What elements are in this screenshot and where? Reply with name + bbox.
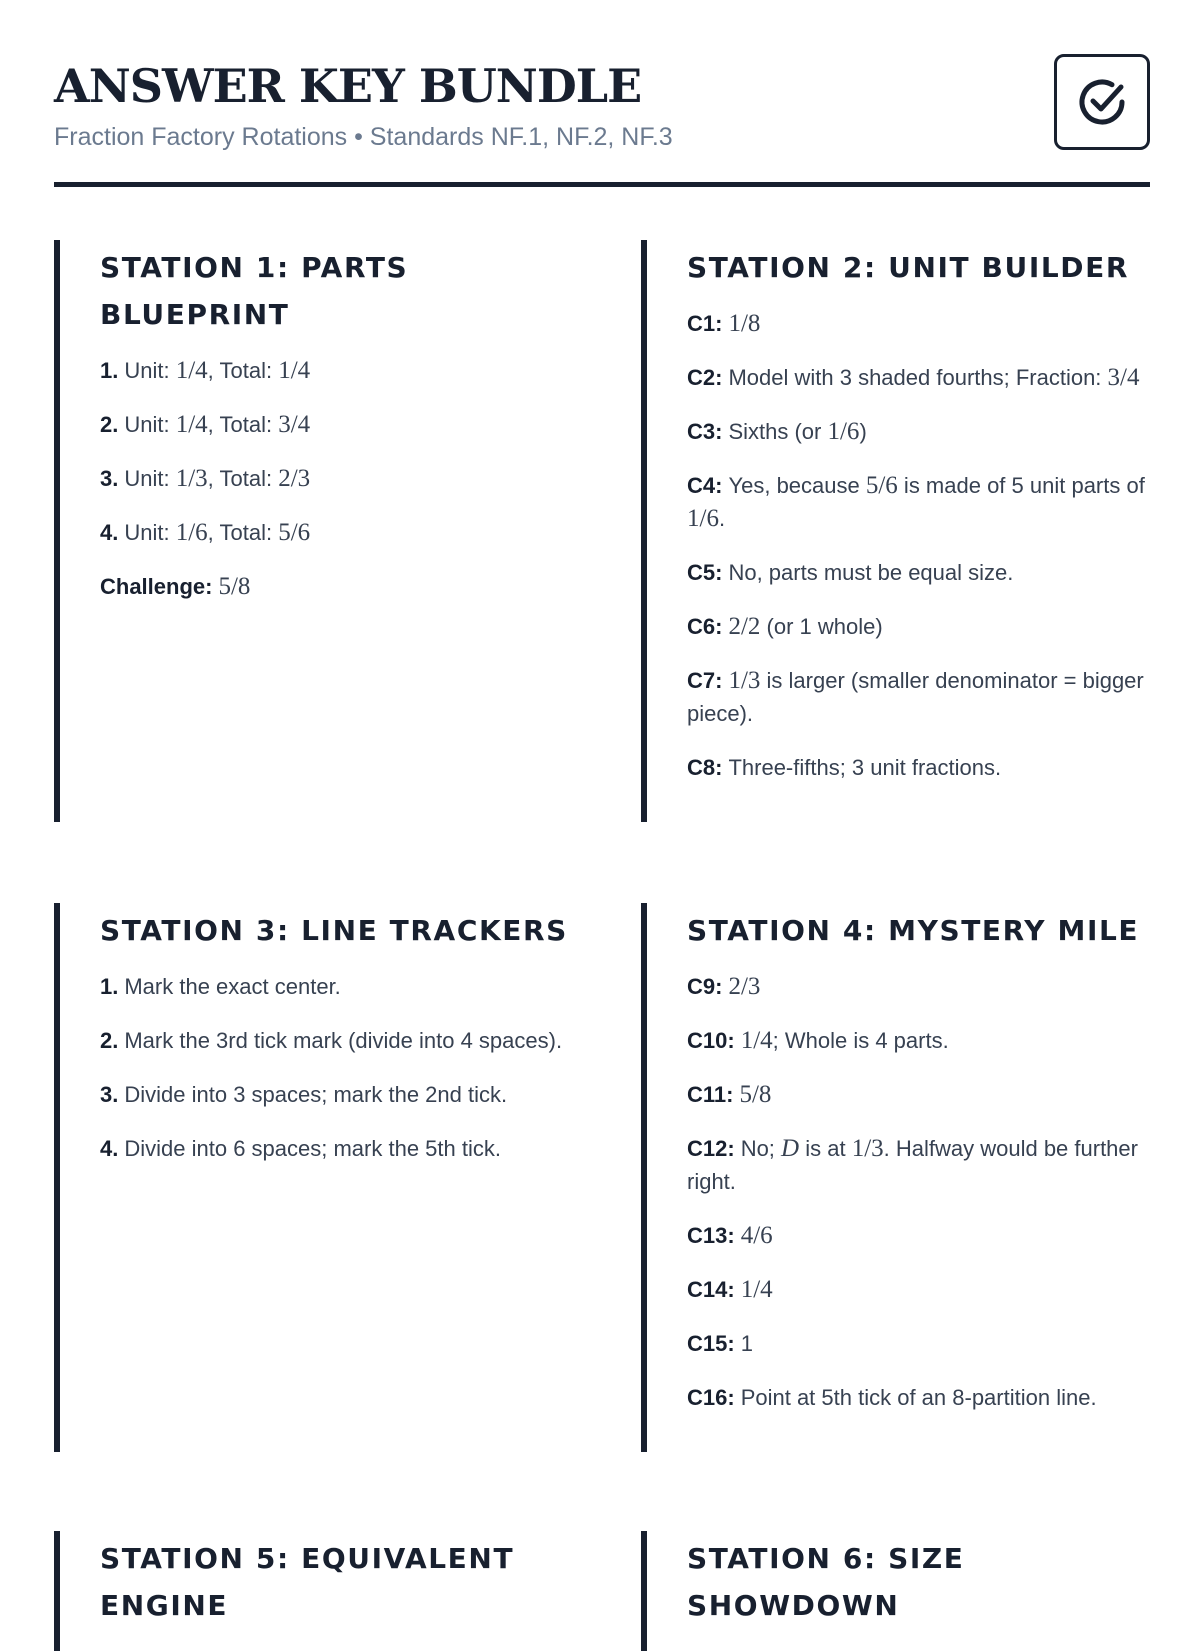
- answer-key-label: 4.: [100, 1136, 119, 1161]
- fraction-value: 1/3: [851, 1135, 884, 1162]
- answer-item: [687, 556, 1171, 589]
- answer-item: [100, 1132, 584, 1165]
- fraction-value: 1/3: [728, 667, 761, 694]
- answer-text: ; Whole is 4 parts.: [772, 1028, 949, 1053]
- answer-key-label: C11:: [687, 1082, 734, 1107]
- answer-key-label: C5:: [687, 560, 723, 585]
- answer-key-label: 3.: [100, 1082, 119, 1107]
- check-circle-icon: [1054, 54, 1150, 150]
- answer-key-label: C8:: [687, 755, 723, 780]
- answer-key-label: C16:: [687, 1385, 735, 1410]
- answer-text: Divide into 3 spaces; mark the 2nd tick.: [124, 1082, 508, 1107]
- fraction-value: 5/8: [739, 1081, 772, 1108]
- station-card: [641, 903, 1171, 1452]
- answer-item: [687, 361, 1171, 394]
- station-title: STATION 3: LINE TRACKERS: [100, 914, 568, 947]
- answer-text: Unit:: [124, 358, 176, 383]
- answer-list: [687, 970, 1171, 1414]
- answer-text: Unit:: [124, 412, 176, 437]
- answer-text: . Halfway would be further right.: [687, 1136, 1138, 1194]
- answer-key-label: 1.: [100, 358, 119, 383]
- answer-key-label: C4:: [687, 473, 723, 498]
- answer-key-label: C12:: [687, 1136, 735, 1161]
- answer-item: [687, 970, 1171, 1003]
- answer-item: [687, 1078, 1171, 1111]
- fraction-value: 1/3: [175, 465, 208, 492]
- fraction-value: 5/6: [865, 472, 898, 499]
- fraction-value: 3/4: [1107, 364, 1140, 391]
- page-title: ANSWER KEY BUNDLE: [54, 59, 642, 113]
- answer-item: [100, 970, 584, 1003]
- answer-list: [100, 970, 584, 1165]
- answer-text: Unit:: [124, 520, 176, 545]
- answer-text: Three-fifths; 3 unit fractions.: [728, 755, 1002, 780]
- answer-key-label: C9:: [687, 974, 723, 999]
- answer-text: No;: [740, 1136, 782, 1161]
- answer-text: Divide into 6 spaces; mark the 5th tick.: [124, 1136, 501, 1161]
- page-header: [54, 58, 1150, 186]
- station-card: [54, 240, 584, 822]
- fraction-value: 1/4: [175, 411, 208, 438]
- fraction-value: 1/6: [175, 519, 208, 546]
- answer-text: Mark the 3rd tick mark (divide into 4 spaces).: [124, 1028, 563, 1053]
- answer-item: [100, 1078, 584, 1111]
- answer-item: [100, 462, 584, 495]
- answer-text: Yes, because: [728, 473, 866, 498]
- answer-key-label: C2:: [687, 365, 723, 390]
- answer-key-label: 1.: [100, 974, 119, 999]
- answer-text: (or 1 whole): [760, 614, 883, 639]
- fraction-value: 1/8: [728, 310, 761, 337]
- answer-key-label: 3.: [100, 466, 119, 491]
- answer-item: [687, 1273, 1171, 1306]
- fraction-value: 1/4: [278, 357, 311, 384]
- answer-text: No, parts must be equal size.: [728, 560, 1014, 585]
- fraction-value: 3/4: [278, 411, 311, 438]
- fraction-value: 1/4: [175, 357, 208, 384]
- answer-text: Model with 3 shaded fourths; Fraction:: [728, 365, 1108, 390]
- answer-key-label: C3:: [687, 419, 723, 444]
- answer-item: [687, 1327, 1171, 1360]
- answer-key-label: C6:: [687, 614, 723, 639]
- answer-item: [100, 570, 584, 603]
- answer-key-label: C7:: [687, 668, 723, 693]
- answer-key-label: Challenge:: [100, 574, 213, 599]
- math-variable: D: [781, 1135, 800, 1162]
- station-title: STATION 6: SIZE SHOWDOWN: [687, 1542, 965, 1622]
- fraction-value: 2/3: [278, 465, 311, 492]
- fraction-value: 2/2: [728, 613, 761, 640]
- answer-text: 1: [740, 1331, 753, 1356]
- fraction-value: 1/6: [827, 418, 860, 445]
- answer-text: , Total:: [207, 358, 279, 383]
- answer-item: [687, 751, 1171, 784]
- fraction-value: 5/8: [218, 573, 251, 600]
- fraction-value: 1/4: [740, 1276, 773, 1303]
- answer-key-label: C10:: [687, 1028, 735, 1053]
- answer-item: [687, 1219, 1171, 1252]
- fraction-value: 4/6: [740, 1222, 773, 1249]
- fraction-value: 1/4: [740, 1027, 773, 1054]
- answer-item: [687, 307, 1171, 340]
- answer-text: is at: [799, 1136, 852, 1161]
- answer-text: , Total:: [207, 466, 279, 491]
- answer-text: ): [859, 419, 867, 444]
- station-title: STATION 1: PARTS BLUEPRINT: [100, 251, 409, 331]
- answer-key-label: 4.: [100, 520, 119, 545]
- header-divider: [54, 182, 1150, 187]
- answer-key-label: C15:: [687, 1331, 735, 1356]
- page-subtitle: Fraction Factory Rotations • Standards NF.1, NF.2, NF.3: [54, 123, 673, 151]
- fraction-value: 2/3: [728, 973, 761, 1000]
- fraction-value: 5/6: [278, 519, 311, 546]
- station-title: STATION 4: MYSTERY MILE: [687, 914, 1140, 947]
- answer-text: .: [718, 506, 726, 531]
- answer-text: is made of 5 unit parts of: [897, 473, 1145, 498]
- answer-text: Unit:: [124, 466, 176, 491]
- answer-text: , Total:: [207, 520, 279, 545]
- answer-list: [100, 354, 584, 603]
- station-card: [641, 240, 1171, 822]
- answer-key-label: 2.: [100, 1028, 119, 1053]
- answer-item: [687, 1024, 1171, 1057]
- station-card: [54, 1531, 584, 1651]
- answer-item: [687, 664, 1171, 730]
- answer-item: [100, 408, 584, 441]
- answer-item: [100, 354, 584, 387]
- answer-key-label: C13:: [687, 1223, 735, 1248]
- answer-text: , Total:: [207, 412, 279, 437]
- station-card: [641, 1531, 1171, 1651]
- answer-list: [687, 307, 1171, 784]
- answer-key-label: 2.: [100, 412, 119, 437]
- answer-item: [687, 610, 1171, 643]
- answer-item: [687, 415, 1171, 448]
- answer-key-label: C14:: [687, 1277, 735, 1302]
- answer-item: [100, 1024, 584, 1057]
- answer-item: [687, 469, 1171, 535]
- station-title: STATION 5: EQUIVALENT ENGINE: [100, 1542, 515, 1622]
- answer-text: is larger (smaller denominator = bigger piece).: [687, 668, 1144, 726]
- fraction-value: 1/6: [687, 505, 719, 532]
- answer-key-label: C1:: [687, 311, 723, 336]
- answer-item: [687, 1132, 1171, 1198]
- answer-text: Point at 5th tick of an 8-partition line.: [740, 1385, 1097, 1410]
- answer-text: Sixths (or: [728, 419, 828, 444]
- station-card: [54, 903, 584, 1452]
- answer-text: Mark the exact center.: [124, 974, 341, 999]
- station-title: STATION 2: UNIT BUILDER: [687, 251, 1130, 284]
- answer-item: [687, 1381, 1171, 1414]
- answer-item: [100, 516, 584, 549]
